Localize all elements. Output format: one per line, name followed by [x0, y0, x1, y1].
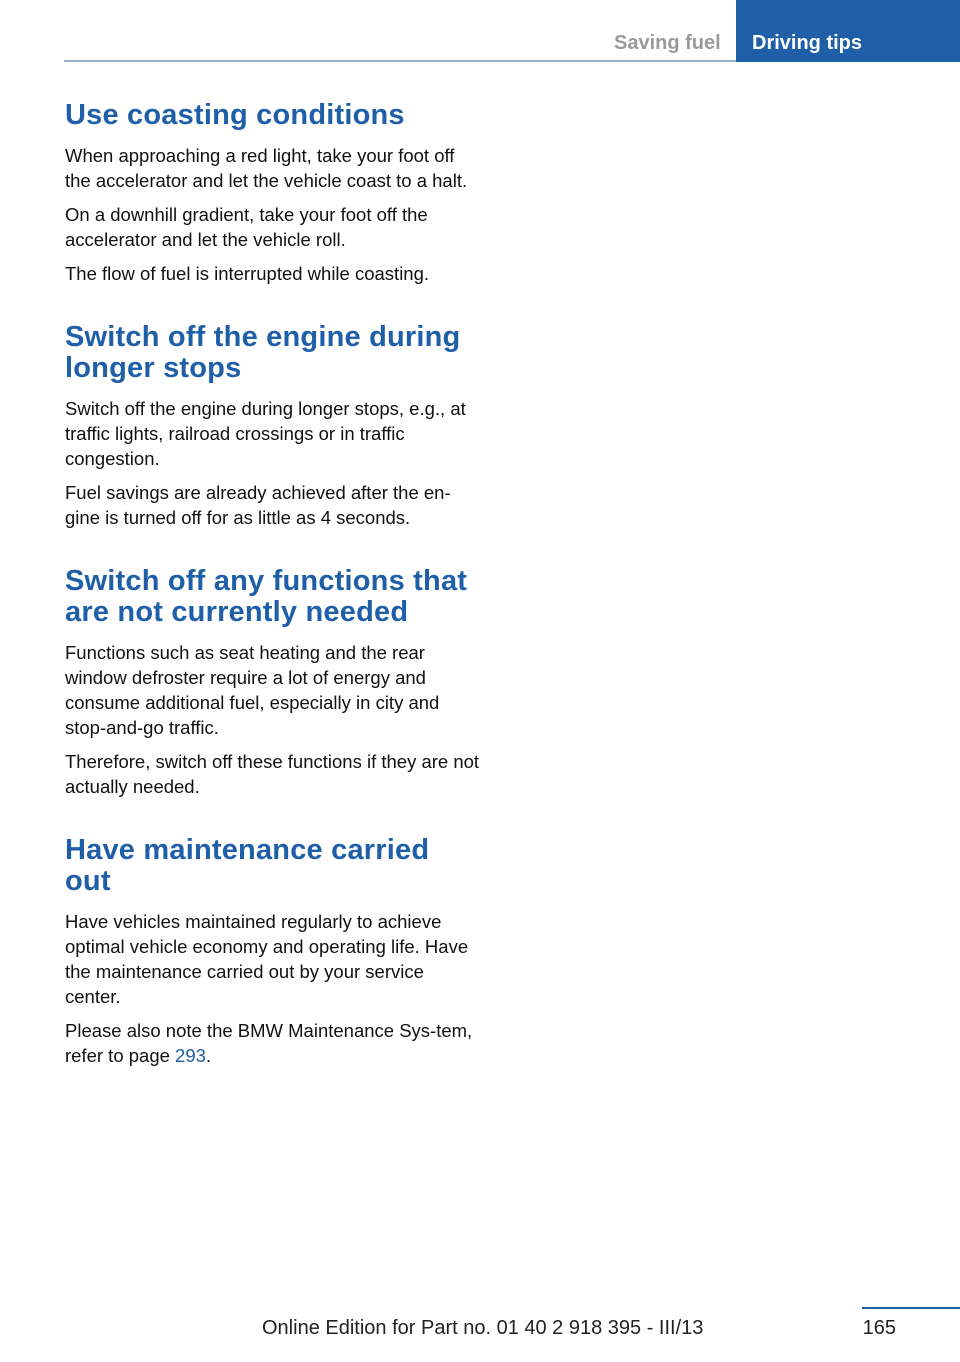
paragraph-with-link: [65, 1018, 480, 1068]
section-title: Have maintenance carried out: [65, 834, 430, 897]
section-title: Switch off the engine during longer stops: [65, 321, 461, 384]
paragraph: Switch off the engine during longer stops, e.g., at traffic lights, railroad crossings or in traffic congestion.: [65, 398, 466, 469]
edition-note: Online Edition for Part no. 01 40 2 918 395 - III/13: [262, 1317, 704, 1339]
section-maintenance: [65, 835, 480, 1068]
paragraph-text-end: .: [205, 1045, 212, 1066]
page-header: [0, 0, 960, 62]
footer-rule: [862, 1307, 960, 1309]
section-title: Switch off any functions that are not currently needed: [65, 565, 468, 628]
paragraph: Functions such as seat heating and the rear window defroster require a lot of energy and consume additional fuel, especially in city and stop-and-go traffic.: [65, 642, 440, 738]
breadcrumb-section[interactable]: Saving fuel: [614, 32, 721, 54]
paragraph-text: Please also note the BMW Maintenance Sys-tem, refer to page: [65, 1020, 473, 1066]
page-reference-link[interactable]: 293: [175, 1045, 206, 1066]
paragraph: Fuel savings are already achieved after the en-gine is turned off for as little as 4 seconds.: [65, 482, 451, 528]
section-coasting: [65, 100, 480, 286]
main-content: [65, 100, 480, 1104]
breadcrumb-chapter-tab[interactable]: Driving tips: [736, 0, 960, 62]
paragraph: When approaching a red light, take your foot off the accelerator and let the vehicle coast to a halt.: [65, 145, 468, 191]
page-number: 165: [862, 1317, 896, 1339]
section-switch-off-functions: [65, 566, 480, 799]
section-title: Use coasting conditions: [65, 99, 405, 131]
section-switch-off-engine: [65, 322, 480, 530]
paragraph: Have vehicles maintained regularly to achieve optimal vehicle economy and operating life. Have the maintenance carried out by your service center.: [65, 911, 469, 1007]
paragraph: On a downhill gradient, take your foot off the accelerator and let the vehicle roll.: [65, 204, 428, 250]
paragraph: The flow of fuel is interrupted while coasting.: [65, 263, 430, 284]
paragraph: Therefore, switch off these functions if they are not actually needed.: [65, 751, 480, 797]
